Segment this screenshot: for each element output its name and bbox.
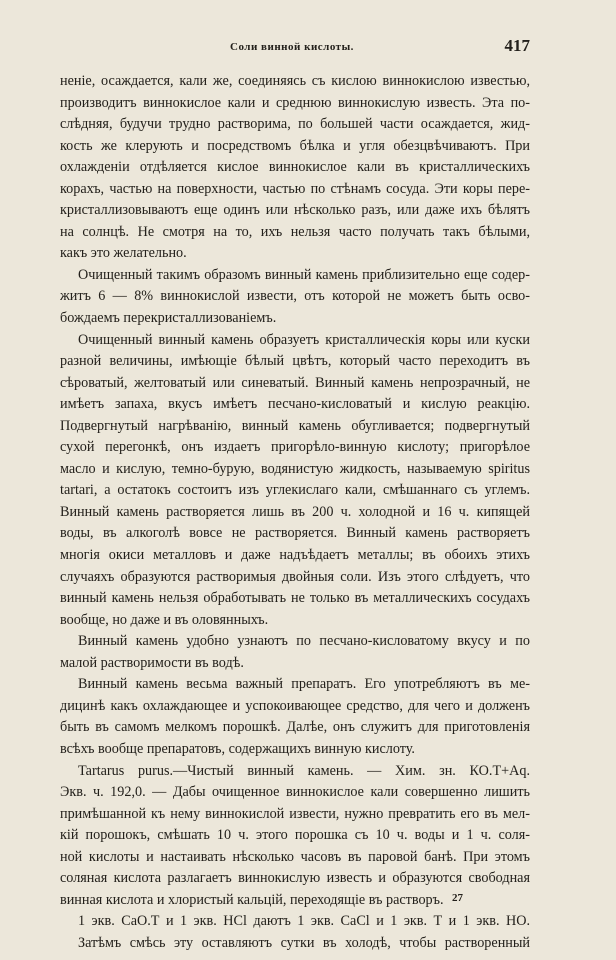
text-line: многія окиси металловъ и даже надъѣдаетъ металлы; въ обоихъ этихъ (60, 547, 530, 564)
text-line: кій порошокъ, смѣшать 10 ч. этого порошка съ 10 ч. воды и 1 ч. соля- (60, 827, 530, 844)
text-line: имѣетъ запаха, вкусъ имѣетъ песчано-кисловатый и кислую реакцію. (60, 396, 530, 413)
text-line: винный камень нельзя обработывать не только въ металлическихъ сосудахъ (60, 590, 530, 607)
text-line: tartari, а остатокъ состоитъ изъ углекислаго кали, смѣшаннаго съ углемъ. (60, 482, 530, 499)
text-line: кость же клерують и посредствомъ бѣлка и угля обезцвѣчиваютъ. При (60, 137, 530, 154)
page-header (60, 36, 530, 60)
text-line: Очищенный винный камень образуетъ кристаллическія коры или куски (78, 331, 530, 348)
text-line: Винный камень удобно узнаютъ по песчано-кисловатому вкусу и по (78, 633, 530, 650)
text-line: 1 экв. СаО.Т и 1 экв. НСl даютъ 1 экв. СаСl и 1 экв. Т и 1 экв. НО. (78, 913, 530, 930)
running-head: Соли винной кислоты. (230, 41, 354, 53)
page-number: 417 (504, 36, 530, 55)
text-line: сухой перегонкѣ, онъ издаетъ пригорѣло-винную кислоту; пригорѣлое (60, 439, 530, 456)
text-line: слѣдняя, будучи трудно растворима, по большей части осаждается, жид- (60, 116, 530, 133)
text-line: Винный камень растворяется лишь въ 200 ч. холодной и 16 ч. кипящей (60, 503, 530, 520)
text-line: ной кислоты и настаивать нѣсколько часовъ въ паровой банѣ. При этомъ (60, 848, 530, 865)
text-line: какъ это желательно. (60, 245, 187, 262)
text-line: дицинѣ какъ охлаждающее и успокоивающее средство, для чего и долженъ (60, 697, 530, 714)
text-line: винная кислота и хлористый кальцій, переходящіе въ растворъ. (60, 891, 444, 908)
printer-signature-mark: 27 (452, 892, 463, 904)
text-line: житъ 6 — 8% виннокислой извести, отъ которой не можетъ быть осво- (60, 288, 530, 305)
text-line: воды, въ алкоголѣ вовсе не растворяется. Винный камень растворяетъ (60, 525, 530, 542)
text-line: Подвергнутый нагрѣванію, винный камень обугливается; подвергнутый (60, 417, 530, 434)
text-line: соляная кислота разлагаетъ виннокислую известь и образуются свободная (60, 870, 530, 887)
text-line: охлажденіи отдѣляется кислое виннокислое кали въ кристаллическихъ (60, 159, 530, 176)
text-line: малой растворимости въ водѣ. (60, 654, 244, 671)
text-line: неніе, осаждается, кали же, соединяясь съ кислою виннокислою известью, (60, 73, 530, 89)
text-line: разной величины, имѣющіе бѣлый цвѣтъ, который часто переходитъ въ (60, 353, 530, 370)
text-line: Очищенный такимъ образомъ винный камень приблизительно еще содер- (78, 266, 530, 283)
text-line: Винный камень весьма важный препаратъ. Его употребляютъ въ ме- (78, 676, 530, 693)
text-line: сѣроватый, желтоватый или синеватый. Винный камень непрозрачный, не (60, 374, 530, 391)
text-line: быть въ самомъ мелкомъ порошкѣ. Далѣе, онъ служитъ для приготовленія (60, 719, 530, 736)
text-line: примѣшанной къ нему виннокислой извести, нужно превратить его въ мел- (60, 805, 530, 822)
text-line: масло и кислую, темно-бурую, водянистую жидкость, называемую spiritus (60, 460, 530, 477)
text-line: кристаллизовываютъ еще одинъ или нѣсколько разъ, или даже ихъ бѣлятъ (60, 202, 530, 219)
text-line: производитъ виннокислое кали и среднюю виннокислую известь. Эта по- (60, 94, 530, 111)
body-text (60, 71, 530, 954)
text-line: случаяхъ образуются растворимыя двойныя соли. Изъ этого слѣдуетъ, что (60, 568, 530, 585)
text-line: бождаемъ перекристаллизованіемъ. (60, 310, 277, 327)
text-line: всѣхъ вообще препаратовъ, содержащихъ винную кислоту. (60, 740, 415, 757)
text-line: Затѣмъ смѣсь эту оставляютъ сутки въ холодѣ, чтобы растворенный (78, 934, 530, 951)
text-line: корахъ, частью на поверхности, частью по стѣнамъ сосуда. Эти коры пере- (60, 180, 530, 197)
text-line: вообще, но даже и въ оловянныхъ. (60, 611, 269, 628)
text-line: Tartarus purus.—Чистый винный камень. — Хим. зн. КО.Т+Aq. (78, 762, 530, 779)
text-line: на солнцѣ. Не смотря на то, ихъ нельзя часто получать такъ бѣлыми, (60, 223, 530, 240)
text-line: Экв. ч. 192,0. — Дабы очищенное виннокислое кали совершенно лишить (60, 784, 530, 801)
